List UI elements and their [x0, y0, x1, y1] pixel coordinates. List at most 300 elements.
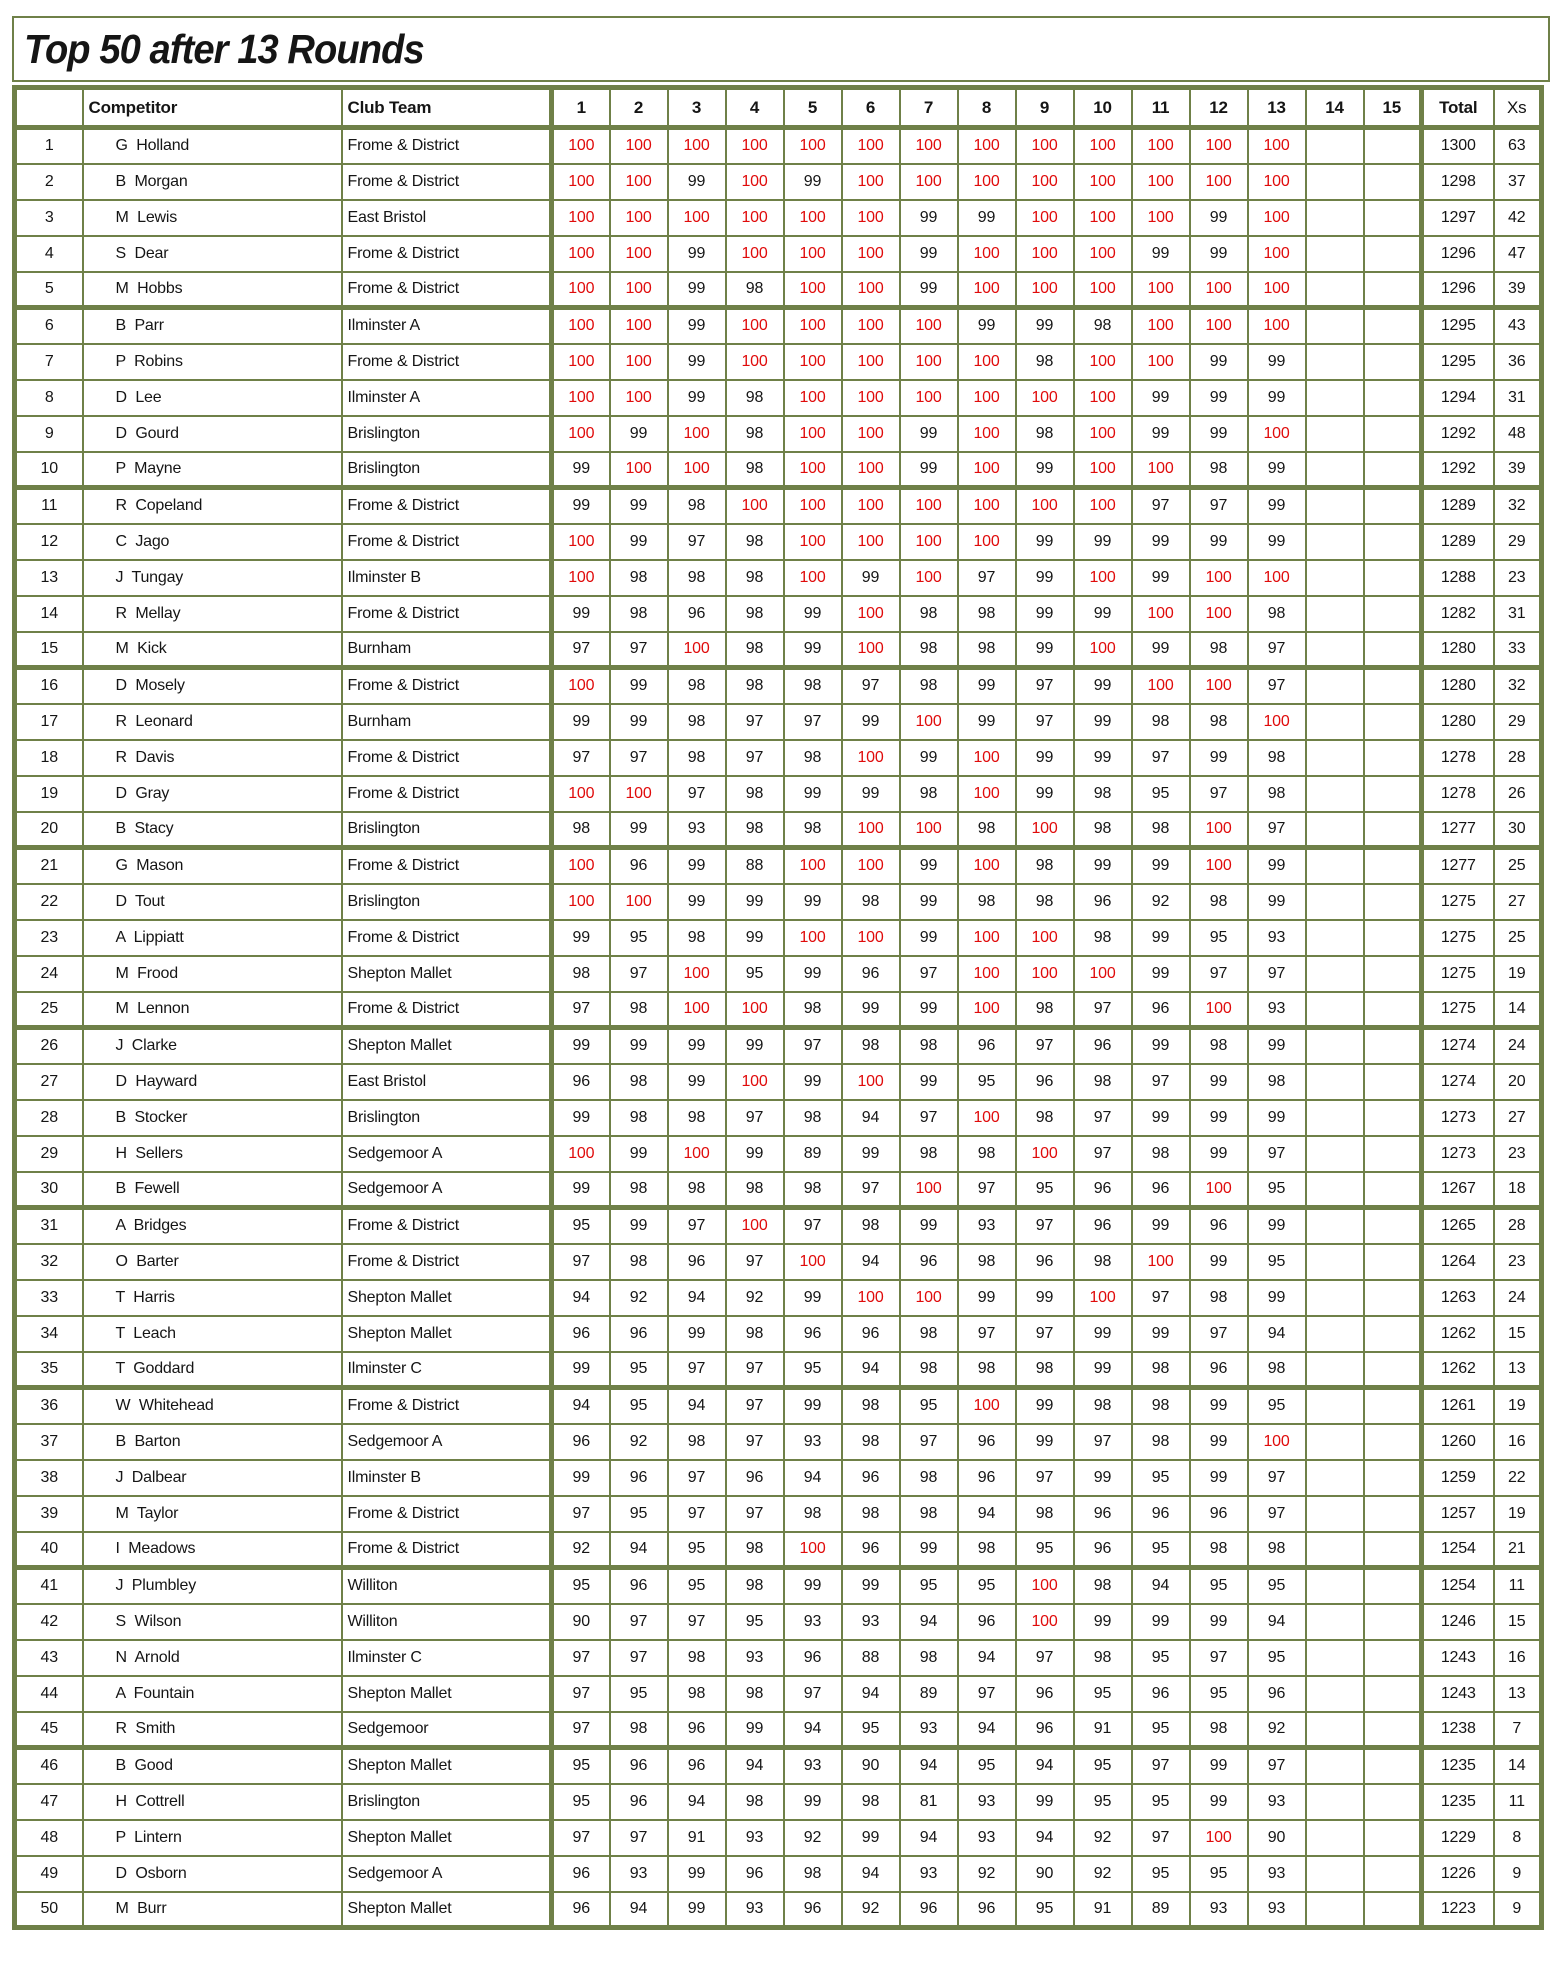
score-cell-round-11: 99 — [1132, 1028, 1190, 1064]
score-cell-round-14 — [1306, 1280, 1364, 1316]
score-cell-round-10: 91 — [1074, 1712, 1132, 1748]
score-cell-round-6: 100 — [842, 488, 900, 524]
total-cell: 1229 — [1422, 1820, 1494, 1856]
score-cell-round-1: 100 — [552, 380, 610, 416]
score-cell-round-6: 100 — [842, 380, 900, 416]
score-cell-round-14 — [1306, 416, 1364, 452]
score-cell-round-11: 99 — [1132, 920, 1190, 956]
score-cell-round-5: 99 — [784, 884, 842, 920]
score-cell-round-2: 92 — [610, 1424, 668, 1460]
score-cell-round-1: 100 — [552, 416, 610, 452]
competitor-cell: D Osborn — [83, 1856, 342, 1892]
score-cell-round-8: 99 — [958, 200, 1016, 236]
score-cell-round-12: 100 — [1190, 560, 1248, 596]
score-cell-round-3: 99 — [668, 164, 726, 200]
round-header-9: 9 — [1016, 88, 1074, 128]
club-cell: Sedgemoor A — [342, 1172, 552, 1208]
score-cell-round-9: 94 — [1016, 1748, 1074, 1784]
xs-cell: 15 — [1494, 1604, 1542, 1640]
score-cell-round-4: 98 — [726, 524, 784, 560]
score-cell-round-13: 95 — [1248, 1388, 1306, 1424]
club-cell: Frome & District — [342, 272, 552, 308]
xs-cell: 25 — [1494, 848, 1542, 884]
score-cell-round-8: 96 — [958, 1604, 1016, 1640]
score-cell-round-13: 100 — [1248, 416, 1306, 452]
score-cell-round-2: 98 — [610, 596, 668, 632]
score-cell-round-10: 100 — [1074, 416, 1132, 452]
total-cell: 1267 — [1422, 1172, 1494, 1208]
score-cell-round-7: 97 — [900, 1424, 958, 1460]
score-cell-round-11: 98 — [1132, 704, 1190, 740]
club-cell: Ilminster A — [342, 380, 552, 416]
score-cell-round-15 — [1364, 1892, 1422, 1928]
score-cell-round-1: 99 — [552, 1460, 610, 1496]
score-cell-round-12: 99 — [1190, 1244, 1248, 1280]
competitor-cell: B Stocker — [83, 1100, 342, 1136]
score-cell-round-2: 100 — [610, 884, 668, 920]
score-cell-round-4: 88 — [726, 848, 784, 884]
score-cell-round-10: 96 — [1074, 1496, 1132, 1532]
score-cell-round-10: 100 — [1074, 488, 1132, 524]
rank-cell: 11 — [15, 488, 83, 524]
xs-cell: 28 — [1494, 1208, 1542, 1244]
score-cell-round-12: 99 — [1190, 1460, 1248, 1496]
score-cell-round-3: 99 — [668, 344, 726, 380]
score-cell-round-7: 100 — [900, 164, 958, 200]
score-cell-round-7: 81 — [900, 1784, 958, 1820]
table-row — [15, 1892, 1542, 1928]
score-cell-round-5: 98 — [784, 1172, 842, 1208]
score-cell-round-5: 97 — [784, 1028, 842, 1064]
club-cell: Burnham — [342, 632, 552, 668]
score-cell-round-7: 89 — [900, 1676, 958, 1712]
score-cell-round-2: 100 — [610, 344, 668, 380]
score-cell-round-4: 98 — [726, 416, 784, 452]
total-cell: 1273 — [1422, 1136, 1494, 1172]
score-cell-round-7: 100 — [900, 1280, 958, 1316]
score-cell-round-5: 94 — [784, 1460, 842, 1496]
score-cell-round-8: 98 — [958, 1244, 1016, 1280]
xs-cell: 26 — [1494, 776, 1542, 812]
xs-cell: 23 — [1494, 560, 1542, 596]
score-cell-round-3: 100 — [668, 200, 726, 236]
score-cell-round-7: 100 — [900, 344, 958, 380]
score-cell-round-7: 94 — [900, 1748, 958, 1784]
score-cell-round-15 — [1364, 236, 1422, 272]
score-cell-round-12: 99 — [1190, 1136, 1248, 1172]
rank-cell: 4 — [15, 236, 83, 272]
score-cell-round-12: 99 — [1190, 200, 1248, 236]
score-cell-round-5: 89 — [784, 1136, 842, 1172]
score-cell-round-3: 97 — [668, 524, 726, 560]
score-cell-round-5: 99 — [784, 596, 842, 632]
score-cell-round-8: 100 — [958, 344, 1016, 380]
score-cell-round-14 — [1306, 1136, 1364, 1172]
score-cell-round-11: 97 — [1132, 1280, 1190, 1316]
table-row — [15, 1064, 1542, 1100]
score-cell-round-7: 98 — [900, 1136, 958, 1172]
table-row — [15, 596, 1542, 632]
score-cell-round-15 — [1364, 1640, 1422, 1676]
score-cell-round-9: 97 — [1016, 668, 1074, 704]
xs-cell: 22 — [1494, 1460, 1542, 1496]
score-cell-round-3: 99 — [668, 884, 726, 920]
score-cell-round-10: 99 — [1074, 848, 1132, 884]
score-cell-round-9: 99 — [1016, 596, 1074, 632]
score-cell-round-13: 100 — [1248, 308, 1306, 344]
score-cell-round-12: 98 — [1190, 1028, 1248, 1064]
score-cell-round-9: 100 — [1016, 1604, 1074, 1640]
score-cell-round-12: 97 — [1190, 776, 1248, 812]
score-cell-round-12: 99 — [1190, 524, 1248, 560]
club-cell: Ilminster B — [342, 1460, 552, 1496]
score-cell-round-9: 98 — [1016, 1496, 1074, 1532]
table-row — [15, 416, 1542, 452]
score-cell-round-9: 100 — [1016, 164, 1074, 200]
club-cell: Frome & District — [342, 128, 552, 164]
score-cell-round-11: 100 — [1132, 344, 1190, 380]
score-cell-round-3: 97 — [668, 1460, 726, 1496]
score-cell-round-7: 99 — [900, 1064, 958, 1100]
score-cell-round-13: 98 — [1248, 740, 1306, 776]
total-cell: 1280 — [1422, 668, 1494, 704]
score-cell-round-12: 100 — [1190, 1820, 1248, 1856]
score-cell-round-10: 99 — [1074, 1316, 1132, 1352]
score-cell-round-14 — [1306, 1028, 1364, 1064]
score-cell-round-15 — [1364, 1280, 1422, 1316]
score-cell-round-15 — [1364, 1064, 1422, 1100]
score-cell-round-8: 96 — [958, 1028, 1016, 1064]
score-cell-round-2: 98 — [610, 1244, 668, 1280]
score-cell-round-12: 100 — [1190, 308, 1248, 344]
score-cell-round-3: 96 — [668, 1748, 726, 1784]
score-cell-round-15 — [1364, 1460, 1422, 1496]
score-cell-round-3: 94 — [668, 1280, 726, 1316]
score-cell-round-1: 100 — [552, 128, 610, 164]
score-cell-round-11: 98 — [1132, 812, 1190, 848]
score-cell-round-3: 98 — [668, 488, 726, 524]
table-row — [15, 1244, 1542, 1280]
score-cell-round-5: 96 — [784, 1316, 842, 1352]
rank-cell: 33 — [15, 1280, 83, 1316]
score-cell-round-6: 94 — [842, 1352, 900, 1388]
table-row — [15, 1424, 1542, 1460]
score-cell-round-9: 100 — [1016, 1136, 1074, 1172]
score-cell-round-1: 100 — [552, 308, 610, 344]
xs-cell: 14 — [1494, 1748, 1542, 1784]
xs-cell: 36 — [1494, 344, 1542, 380]
score-cell-round-3: 99 — [668, 308, 726, 344]
score-cell-round-3: 97 — [668, 776, 726, 812]
score-cell-round-12: 100 — [1190, 992, 1248, 1028]
score-cell-round-15 — [1364, 812, 1422, 848]
score-cell-round-5: 96 — [784, 1892, 842, 1928]
table-row — [15, 308, 1542, 344]
club-cell: Sedgemoor — [342, 1712, 552, 1748]
score-cell-round-15 — [1364, 1496, 1422, 1532]
xs-cell: 7 — [1494, 1712, 1542, 1748]
score-cell-round-2: 97 — [610, 956, 668, 992]
xs-cell: 47 — [1494, 236, 1542, 272]
score-cell-round-1: 100 — [552, 884, 610, 920]
score-cell-round-8: 100 — [958, 488, 1016, 524]
competitor-cell: R Davis — [83, 740, 342, 776]
score-cell-round-4: 100 — [726, 236, 784, 272]
table-row — [15, 1532, 1542, 1568]
score-cell-round-6: 99 — [842, 776, 900, 812]
total-cell: 1292 — [1422, 452, 1494, 488]
score-cell-round-4: 100 — [726, 992, 784, 1028]
score-cell-round-6: 99 — [842, 1820, 900, 1856]
score-cell-round-6: 94 — [842, 1856, 900, 1892]
score-cell-round-11: 92 — [1132, 884, 1190, 920]
score-cell-round-15 — [1364, 1028, 1422, 1064]
score-cell-round-7: 98 — [900, 1496, 958, 1532]
score-cell-round-5: 100 — [784, 1244, 842, 1280]
score-cell-round-12: 99 — [1190, 1784, 1248, 1820]
score-cell-round-6: 100 — [842, 920, 900, 956]
score-cell-round-8: 98 — [958, 812, 1016, 848]
score-cell-round-7: 100 — [900, 1172, 958, 1208]
score-cell-round-3: 96 — [668, 596, 726, 632]
score-cell-round-11: 100 — [1132, 1244, 1190, 1280]
club-cell: Frome & District — [342, 1532, 552, 1568]
score-cell-round-15 — [1364, 1388, 1422, 1424]
score-cell-round-14 — [1306, 128, 1364, 164]
score-cell-round-9: 99 — [1016, 524, 1074, 560]
score-cell-round-13: 98 — [1248, 596, 1306, 632]
score-cell-round-12: 98 — [1190, 704, 1248, 740]
total-cell: 1274 — [1422, 1064, 1494, 1100]
score-cell-round-5: 100 — [784, 524, 842, 560]
score-cell-round-4: 98 — [726, 668, 784, 704]
score-cell-round-9: 99 — [1016, 1388, 1074, 1424]
score-cell-round-12: 98 — [1190, 452, 1248, 488]
score-cell-round-2: 100 — [610, 272, 668, 308]
score-cell-round-6: 99 — [842, 560, 900, 596]
score-cell-round-2: 97 — [610, 1640, 668, 1676]
score-cell-round-1: 97 — [552, 1712, 610, 1748]
club-cell: Williton — [342, 1568, 552, 1604]
total-cell: 1289 — [1422, 524, 1494, 560]
score-cell-round-13: 99 — [1248, 1208, 1306, 1244]
score-cell-round-8: 99 — [958, 668, 1016, 704]
total-cell: 1265 — [1422, 1208, 1494, 1244]
score-cell-round-6: 100 — [842, 632, 900, 668]
score-cell-round-12: 96 — [1190, 1208, 1248, 1244]
rank-cell: 40 — [15, 1532, 83, 1568]
score-cell-round-5: 100 — [784, 920, 842, 956]
club-cell: Brislington — [342, 452, 552, 488]
score-cell-round-11: 95 — [1132, 1784, 1190, 1820]
score-cell-round-2: 99 — [610, 488, 668, 524]
score-cell-round-15 — [1364, 1676, 1422, 1712]
score-cell-round-1: 99 — [552, 920, 610, 956]
score-cell-round-6: 100 — [842, 1064, 900, 1100]
score-cell-round-8: 93 — [958, 1208, 1016, 1244]
table-row — [15, 1748, 1542, 1784]
score-cell-round-15 — [1364, 704, 1422, 740]
rank-cell: 50 — [15, 1892, 83, 1928]
score-cell-round-14 — [1306, 1856, 1364, 1892]
score-cell-round-9: 100 — [1016, 236, 1074, 272]
xs-cell: 27 — [1494, 1100, 1542, 1136]
rank-cell: 29 — [15, 1136, 83, 1172]
rank-cell: 31 — [15, 1208, 83, 1244]
score-cell-round-1: 96 — [552, 1856, 610, 1892]
score-cell-round-2: 96 — [610, 1568, 668, 1604]
score-cell-round-13: 100 — [1248, 164, 1306, 200]
rank-cell: 5 — [15, 272, 83, 308]
score-cell-round-6: 92 — [842, 1892, 900, 1928]
score-cell-round-12: 97 — [1190, 956, 1248, 992]
xs-cell: 39 — [1494, 452, 1542, 488]
score-cell-round-9: 98 — [1016, 416, 1074, 452]
score-cell-round-11: 99 — [1132, 848, 1190, 884]
score-cell-round-8: 100 — [958, 1388, 1016, 1424]
score-cell-round-11: 99 — [1132, 632, 1190, 668]
round-header-14: 14 — [1306, 88, 1364, 128]
score-cell-round-3: 100 — [668, 128, 726, 164]
round-header-6: 6 — [842, 88, 900, 128]
score-cell-round-2: 95 — [610, 920, 668, 956]
score-cell-round-6: 98 — [842, 1496, 900, 1532]
score-cell-round-4: 100 — [726, 200, 784, 236]
score-cell-round-14 — [1306, 452, 1364, 488]
score-cell-round-10: 100 — [1074, 344, 1132, 380]
score-cell-round-7: 94 — [900, 1820, 958, 1856]
score-cell-round-2: 99 — [610, 812, 668, 848]
score-cell-round-1: 100 — [552, 1136, 610, 1172]
xs-cell: 39 — [1494, 272, 1542, 308]
score-cell-round-7: 99 — [900, 200, 958, 236]
score-cell-round-6: 99 — [842, 1568, 900, 1604]
score-cell-round-4: 98 — [726, 1316, 784, 1352]
score-cell-round-10: 91 — [1074, 1892, 1132, 1928]
total-cell: 1262 — [1422, 1352, 1494, 1388]
score-cell-round-13: 96 — [1248, 1676, 1306, 1712]
club-cell: Frome & District — [342, 524, 552, 560]
score-cell-round-13: 100 — [1248, 560, 1306, 596]
round-header-15: 15 — [1364, 88, 1422, 128]
competitor-cell: S Wilson — [83, 1604, 342, 1640]
score-cell-round-12: 96 — [1190, 1496, 1248, 1532]
table-row — [15, 1208, 1542, 1244]
score-cell-round-6: 100 — [842, 308, 900, 344]
score-cell-round-9: 99 — [1016, 776, 1074, 812]
score-cell-round-15 — [1364, 1568, 1422, 1604]
score-cell-round-1: 95 — [552, 1784, 610, 1820]
score-cell-round-2: 99 — [610, 1208, 668, 1244]
score-cell-round-11: 99 — [1132, 1208, 1190, 1244]
score-cell-round-8: 94 — [958, 1712, 1016, 1748]
score-cell-round-3: 100 — [668, 956, 726, 992]
xs-cell: 28 — [1494, 740, 1542, 776]
score-cell-round-1: 97 — [552, 1676, 610, 1712]
score-cell-round-15 — [1364, 560, 1422, 596]
table-row — [15, 344, 1542, 380]
score-cell-round-14 — [1306, 1640, 1364, 1676]
score-cell-round-12: 95 — [1190, 1568, 1248, 1604]
score-cell-round-5: 98 — [784, 812, 842, 848]
rank-cell: 9 — [15, 416, 83, 452]
score-cell-round-3: 97 — [668, 1496, 726, 1532]
rank-cell: 42 — [15, 1604, 83, 1640]
rank-cell: 12 — [15, 524, 83, 560]
score-cell-round-5: 99 — [784, 164, 842, 200]
score-cell-round-12: 99 — [1190, 416, 1248, 452]
score-cell-round-13: 90 — [1248, 1820, 1306, 1856]
score-cell-round-14 — [1306, 1604, 1364, 1640]
score-cell-round-13: 99 — [1248, 380, 1306, 416]
rank-cell: 7 — [15, 344, 83, 380]
score-cell-round-4: 96 — [726, 1856, 784, 1892]
score-cell-round-10: 99 — [1074, 1352, 1132, 1388]
score-cell-round-12: 99 — [1190, 344, 1248, 380]
score-cell-round-3: 97 — [668, 1352, 726, 1388]
score-cell-round-4: 94 — [726, 1748, 784, 1784]
competitor-cell: M Frood — [83, 956, 342, 992]
score-cell-round-1: 100 — [552, 524, 610, 560]
score-cell-round-6: 93 — [842, 1604, 900, 1640]
score-cell-round-7: 100 — [900, 488, 958, 524]
xs-cell: 32 — [1494, 668, 1542, 704]
score-cell-round-2: 99 — [610, 416, 668, 452]
score-cell-round-13: 99 — [1248, 1100, 1306, 1136]
score-cell-round-5: 100 — [784, 380, 842, 416]
score-cell-round-1: 97 — [552, 1820, 610, 1856]
score-cell-round-10: 97 — [1074, 1424, 1132, 1460]
table-row — [15, 1028, 1542, 1064]
score-cell-round-2: 98 — [610, 1712, 668, 1748]
xs-cell: 32 — [1494, 488, 1542, 524]
score-cell-round-15 — [1364, 1748, 1422, 1784]
score-cell-round-8: 100 — [958, 1100, 1016, 1136]
total-cell: 1257 — [1422, 1496, 1494, 1532]
score-cell-round-8: 100 — [958, 236, 1016, 272]
competitor-cell: G Mason — [83, 848, 342, 884]
score-cell-round-10: 95 — [1074, 1748, 1132, 1784]
score-cell-round-13: 95 — [1248, 1172, 1306, 1208]
score-cell-round-14 — [1306, 704, 1364, 740]
score-cell-round-7: 96 — [900, 1892, 958, 1928]
score-cell-round-13: 98 — [1248, 776, 1306, 812]
score-cell-round-3: 94 — [668, 1388, 726, 1424]
score-cell-round-4: 97 — [726, 704, 784, 740]
score-cell-round-6: 100 — [842, 128, 900, 164]
total-cell: 1243 — [1422, 1676, 1494, 1712]
score-cell-round-4: 98 — [726, 632, 784, 668]
score-cell-round-6: 98 — [842, 1388, 900, 1424]
competitor-cell: P Robins — [83, 344, 342, 380]
score-cell-round-13: 97 — [1248, 1748, 1306, 1784]
total-cell: 1282 — [1422, 596, 1494, 632]
score-cell-round-6: 100 — [842, 236, 900, 272]
table-row — [15, 1676, 1542, 1712]
score-cell-round-1: 96 — [552, 1892, 610, 1928]
score-cell-round-1: 98 — [552, 812, 610, 848]
score-cell-round-5: 97 — [784, 1208, 842, 1244]
score-cell-round-10: 97 — [1074, 1136, 1132, 1172]
score-cell-round-1: 100 — [552, 848, 610, 884]
score-cell-round-9: 96 — [1016, 1712, 1074, 1748]
score-cell-round-4: 98 — [726, 776, 784, 812]
xs-cell: 31 — [1494, 380, 1542, 416]
xs-cell: 43 — [1494, 308, 1542, 344]
score-cell-round-4: 93 — [726, 1892, 784, 1928]
score-cell-round-6: 100 — [842, 1280, 900, 1316]
rank-cell: 35 — [15, 1352, 83, 1388]
